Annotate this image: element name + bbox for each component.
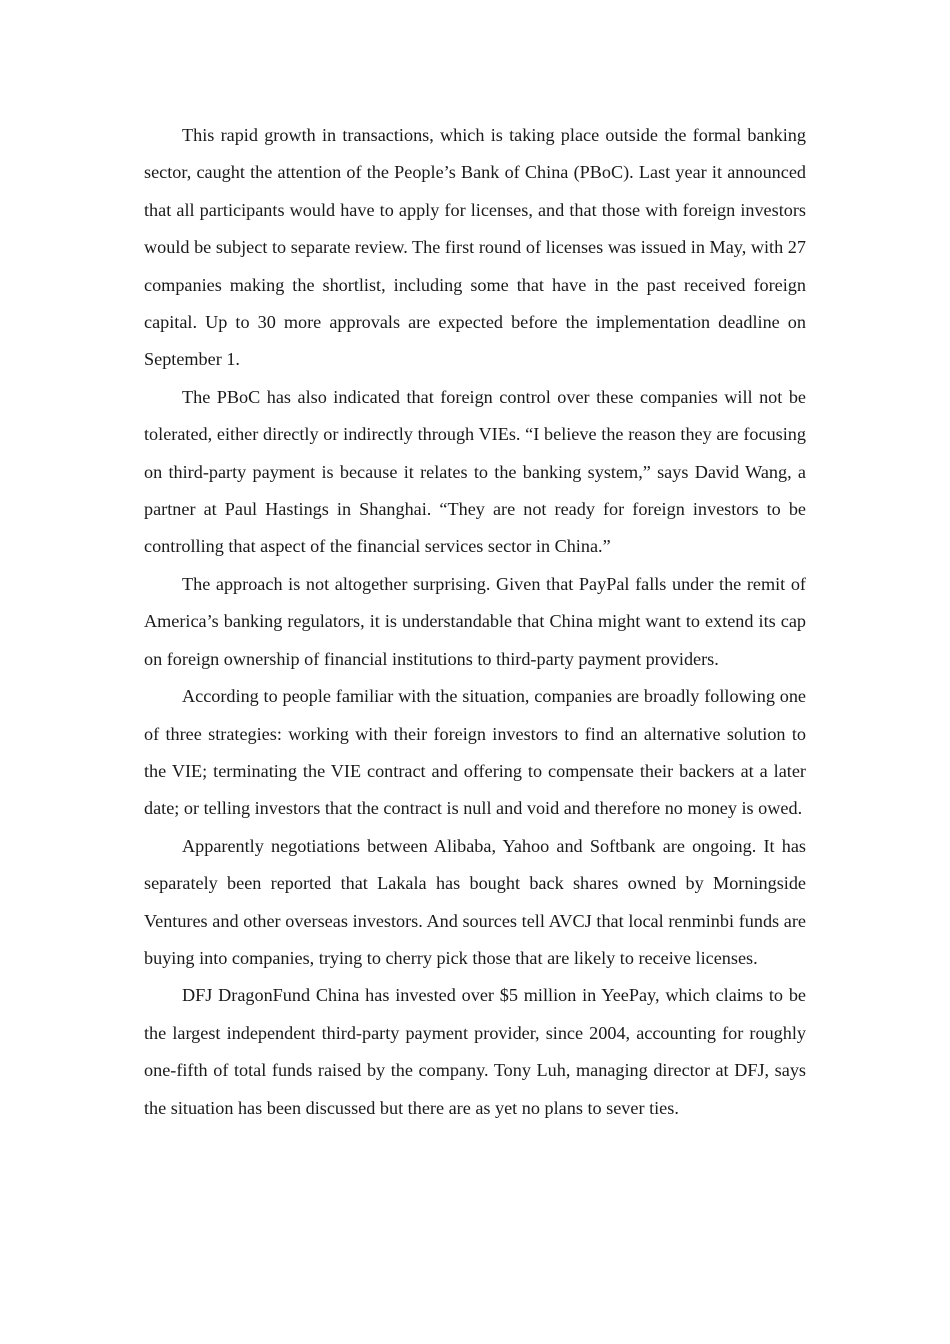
paragraph-approach: The approach is not altogether surprising. Given that PayPal falls under the remit of America’s banking regulators, it is understandable that China might want to extend its cap on foreign ownership of financial institutions to third-party payment providers. [144, 573, 806, 669]
paragraph-foreign-control: The PBoC has also indicated that foreign control over these companies will not be tolerated, either directly or indirectly through VIEs. “I believe the reason they are focusing on third-party payment is because it relates to the banking system,” says David Wang, a partner at Paul Hastings in Shanghai. “They are not ready for foreign investors to be controlling that aspect of the financial services sector in China.” [144, 386, 806, 557]
paragraph-dfj-yeepay: DFJ DragonFund China has invested over $5 million in YeePay, which claims to be the largest independent third-party payment provider, since 2004, accounting for roughly one-fifth of total funds raised by the company. Tony Luh, managing director at DFJ, says the situation has been discussed but there are as yet no plans to sever ties. [144, 985, 806, 1118]
paragraph-negotiations: Apparently negotiations between Alibaba, Yahoo and Softbank are ongoing. It has separately been reported that Lakala has bought back shares owned by Morningside Ventures and other overseas investors. And sources tell AVCJ that local renminbi funds are buying into companies, trying to cherry pick those that are likely to receive licenses. [144, 835, 806, 968]
paragraph-strategies: According to people familiar with the situation, companies are broadly following one of three strategies: working with their foreign investors to find an alternative solution to the VIE; terminating the VIE contract and offering to compensate their backers at a later date; or telling investors that the contract is null and void and therefore no money is owed. [144, 686, 806, 819]
paragraph-pboc-licensing: This rapid growth in transactions, which is taking place outside the formal banking sector, caught the attention of the People’s Bank of China (PBoC). Last year it announced that all participants would have to apply for licenses, and that those with foreign investors would be subject to separate review. The first round of licenses was issued in May, with 27 companies making the shortlist, including some that have in the past received foreign capital. Up to 30 more approvals are expected before the implementation deadline on September 1. [144, 125, 806, 370]
document-body [144, 117, 806, 1127]
